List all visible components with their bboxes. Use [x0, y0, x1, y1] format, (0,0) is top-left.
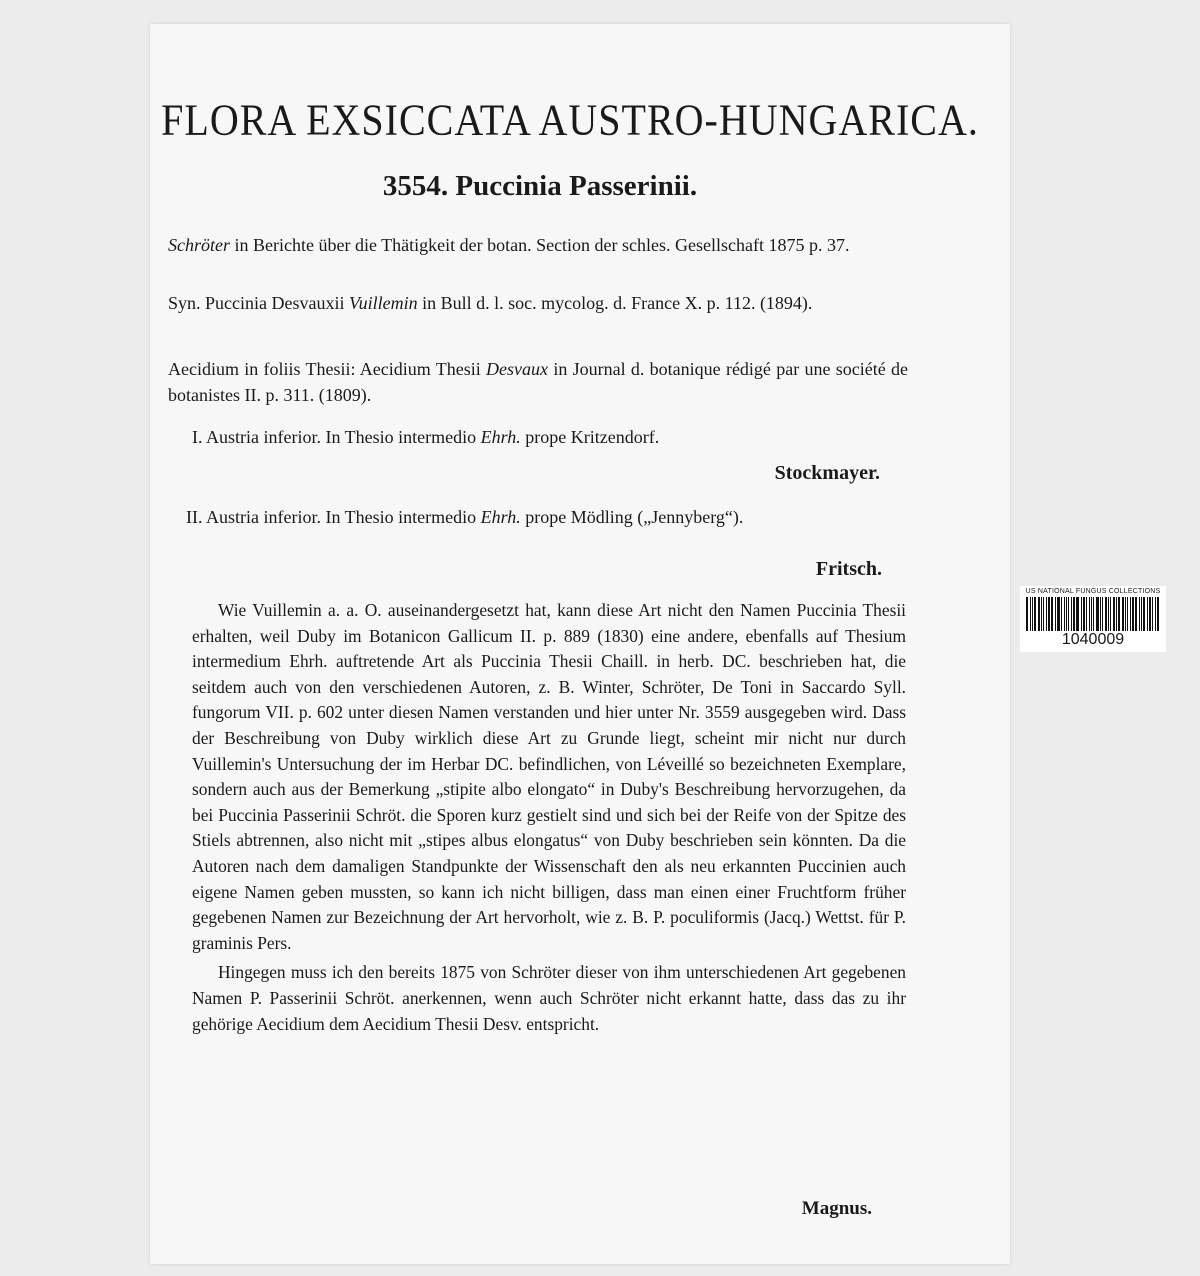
- barcode-stripe: [1073, 597, 1075, 631]
- barcode-stripe: [1149, 597, 1151, 631]
- remarks: [192, 598, 906, 1037]
- barcode-stripe: [1066, 597, 1068, 631]
- barcode-stripe: [1135, 597, 1137, 631]
- barcode-stripe: [1116, 597, 1117, 631]
- aecidium-text: in Journal d. botanique rédigé par une société de botanistes II. p. 311. (1809).: [168, 359, 909, 405]
- locality-1-author: Ehrh.: [480, 427, 521, 447]
- barcode-stripe: [1127, 597, 1128, 631]
- barcode-stripe: [1089, 597, 1090, 631]
- barcode-stripe: [1081, 597, 1082, 631]
- locality-1-text: I. Austria inferior. In Thesio intermedio: [192, 427, 477, 447]
- barcode-stripe: [1143, 597, 1146, 631]
- barcode-stripe: [1102, 597, 1103, 631]
- barcode-stripe: [1147, 597, 1148, 631]
- barcode-stripe: [1038, 597, 1041, 631]
- aecidium: [168, 356, 908, 408]
- remarks-paragraph-1: Wie Vuillemin a. a. O. auseinandergesetzt hat, kann diese Art nicht den Namen Puccinia Thesii erhalten, weil Duby im Botanicon Gallicum II. p. 889 (1830) eine andere, ebenfalls auf Thesium intermedium Ehrh. auftretende Art als Puccinia Thesii Chaill. in herb. DC. beschrieben hat, die seitdem auch von den verschiedenen Autoren, z. B. Winter, Schröter, De Toni in Saccardo Syll. fungorum VII. p. 602 unter diesen Namen verstanden und hier unter Nr. 3559 ausgegeben wird. Dass der Beschreibung von Duby wirklich diese Art zu Grunde liegt, scheint mir nicht nur durch Vuillemin's Untersuchung der im Herbar DC. befindlichen, von Léveillé so bezeichneten Exemplare, sondern auch aus der Bemerkung „stipite albo elongato“ in Duby's Beschreibung hervorzugehen, da bei Puccinia Passerinii Schröt. die Sporen kurz gestielt sind und sich bei der Reife von der Spitze des Stiels abtrennen, also nicht mit „stipes albus elongatus“ von Duby beschrieben sein könnten. Da die Autoren nach dem damaligen Standpunkte der Wissenschaft den als neu erkannten Puccinien auch eigene Namen geben mussten, so kann ich nicht billigen, dass man einen einer Fruchtform früher gegebenen Namen zur Bezeichnung der Art hervorholt, wie z. B. P. poculiformis (Jacq.) Wettst. für P. graminis Pers.: [192, 600, 906, 953]
- barcode-label: [1020, 586, 1166, 652]
- barcode-stripe: [1064, 597, 1065, 631]
- barcode-stripe: [1155, 597, 1156, 631]
- synonym-prefix: Syn. Puccinia Desvauxii: [168, 293, 345, 313]
- collector-1: Stockmayer.: [774, 462, 880, 484]
- citation-text: in Berichte über die Thätigkeit der botan. Section der schles. Gesellschaft 1875 p. 37.: [234, 235, 850, 255]
- barcode-stripe: [1034, 597, 1036, 631]
- barcode-stripe: [1057, 597, 1060, 631]
- barcode-stripe: [1110, 597, 1111, 631]
- page-title: FLORA EXSICCATA AUSTRO-HUNGARICA.: [161, 94, 979, 145]
- barcode-stripe: [1157, 597, 1159, 631]
- barcode-stripe: [1108, 597, 1109, 631]
- barcode-stripe: [1091, 597, 1092, 631]
- barcode-stripe: [1026, 597, 1028, 631]
- collector-2: Fritsch.: [815, 558, 882, 580]
- aecidium-prefix: Aecidium in foliis Thesii: Aecidium Thesii: [168, 359, 481, 379]
- barcode-stripe: [1032, 597, 1033, 631]
- barcode-stripe: [1041, 597, 1042, 631]
- barcode-stripe: [1093, 597, 1095, 631]
- species-heading: 3554. Puccinia Passerinii.: [382, 170, 698, 202]
- barcode-stripe: [1152, 597, 1153, 631]
- barcode-stripe: [1046, 597, 1047, 631]
- remarks-paragraph-2: Hingegen muss ich den bereits 1875 von Schröter dieser von ihm unterschiedenen Art gegebenen Namen P. Passerinii Schröt. anerkennen, wenn auch Schröter nicht erkannt hatte, dass das zu ihr gehörige Aecidium dem Aecidium Thesii Desv. entspricht.: [192, 962, 906, 1034]
- locality-1: [192, 424, 908, 450]
- barcode-stripe: [1139, 597, 1140, 631]
- synonym-author: Vuillemin: [348, 293, 418, 313]
- aecidium-author: Desvaux: [486, 359, 549, 379]
- locality-2-author: Ehrh.: [480, 507, 521, 527]
- barcode-stripe: [1122, 597, 1124, 631]
- barcode-stripe: [1043, 597, 1044, 631]
- locality-1-after: prope Kritzendorf.: [525, 427, 660, 447]
- barcode-stripe: [1051, 597, 1053, 631]
- barcode-header: US NATIONAL FUNGUS COLLECTIONS: [1025, 588, 1161, 595]
- locality-2-text: II. Austria inferior. In Thesio intermedio: [186, 507, 477, 527]
- barcode-stripe: [1086, 597, 1087, 631]
- barcode-stripe: [1068, 597, 1069, 631]
- barcode-number: 1040009: [1061, 631, 1125, 648]
- synonym: [168, 290, 908, 316]
- citation-author: Schröter: [168, 235, 230, 255]
- citation: [168, 232, 908, 258]
- barcode-stripe: [1071, 597, 1072, 631]
- barcode-stripe: [1096, 597, 1099, 631]
- locality-2: [186, 504, 908, 530]
- barcode-stripe: [1100, 597, 1101, 631]
- barcode-stripe: [1105, 597, 1107, 631]
- barcode-stripe: [1141, 597, 1142, 631]
- barcode-stripe: [1118, 597, 1121, 631]
- barcode-stripe: [1076, 597, 1079, 631]
- barcode-stripe: [1083, 597, 1085, 631]
- synonym-text: in Bull d. l. soc. mycolog. d. France X. p. 112. (1894).: [422, 293, 813, 313]
- barcode-stripe: [1055, 597, 1056, 631]
- barcode-stripe: [1048, 597, 1050, 631]
- barcode-stripe: [1130, 597, 1131, 631]
- barcode-stripe: [1113, 597, 1115, 631]
- barcode-stripe: [1132, 597, 1134, 631]
- barcode-stripe: [1125, 597, 1126, 631]
- barcode-stripe: [1061, 597, 1062, 631]
- barcode-stripe: [1030, 597, 1031, 631]
- signature: Magnus.: [801, 1198, 872, 1219]
- barcode-bars: [1026, 597, 1160, 631]
- locality-2-after: prope Mödling („Jennyberg“).: [525, 507, 744, 527]
